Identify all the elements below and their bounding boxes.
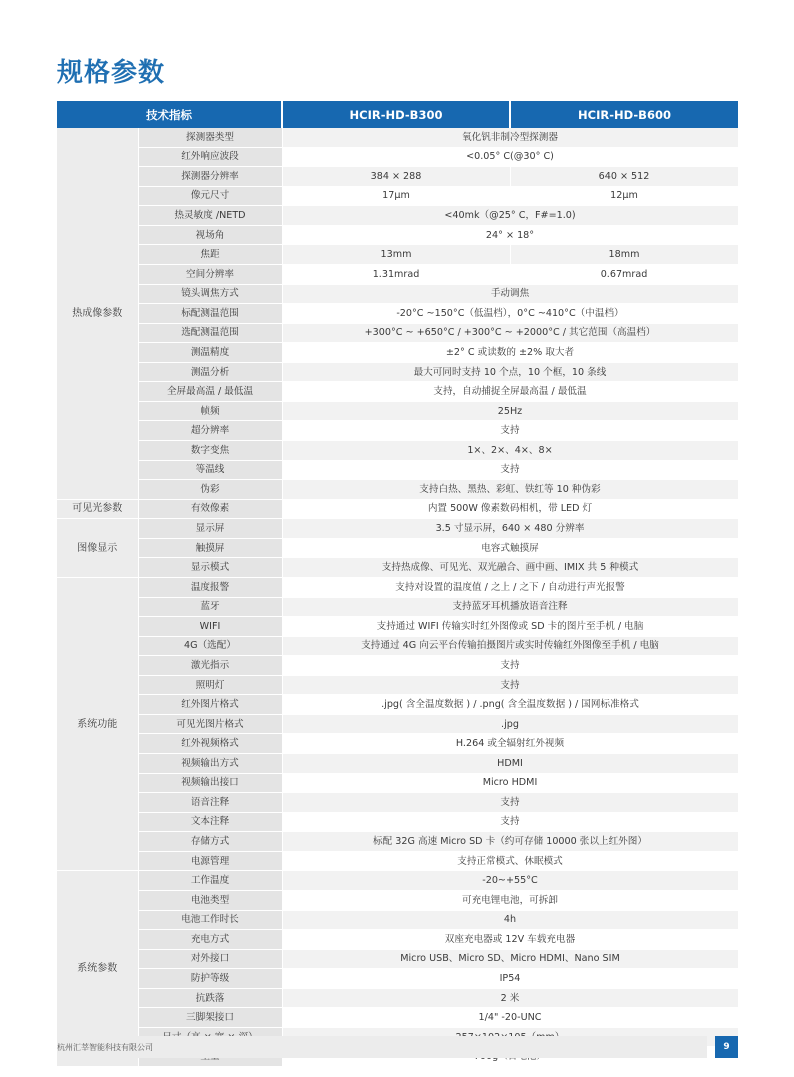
spec-value-cell: 手动调焦 — [282, 284, 738, 304]
table-row — [57, 734, 738, 754]
footer-company: 杭州汇莘智能科技有限公司 — [57, 1043, 153, 1052]
spec-item-cell: 温度报警 — [138, 577, 282, 597]
table-row — [57, 773, 738, 793]
table-row — [57, 519, 738, 539]
spec-item-cell: 抗跌落 — [138, 988, 282, 1008]
table-row — [57, 558, 738, 578]
table-row — [57, 988, 738, 1008]
spec-value-cell: 25Hz — [282, 401, 738, 421]
table-row — [57, 245, 738, 265]
table-header — [57, 101, 738, 128]
spec-item-cell: 探测器类型 — [138, 128, 282, 147]
spec-value-cell: 支持 — [282, 421, 738, 441]
table-row — [57, 206, 738, 226]
header-b300: HCIR-HD-B300 — [282, 101, 510, 128]
table-row — [57, 617, 738, 637]
table-row — [57, 499, 738, 519]
spec-value-cell: 2 米 — [282, 988, 738, 1008]
spec-value-cell: ±2° C 或读数的 ±2% 取大者 — [282, 343, 738, 363]
spec-item-cell: 等温线 — [138, 460, 282, 480]
spec-item-cell: 存储方式 — [138, 832, 282, 852]
spec-item-cell: 红外视频格式 — [138, 734, 282, 754]
table-row — [57, 343, 738, 363]
spec-item-cell: 电池类型 — [138, 890, 282, 910]
spec-item-cell: 语音注释 — [138, 793, 282, 813]
spec-value-cell: .jpg( 含全温度数据 ) / .png( 含全温度数据 ) / 国网标准格式 — [282, 695, 738, 715]
spec-value-cell: 可充电锂电池，可拆卸 — [282, 890, 738, 910]
spec-item-cell: 文本注释 — [138, 812, 282, 832]
spec-value-cell: 支持 — [282, 460, 738, 480]
spec-item-cell: 显示模式 — [138, 558, 282, 578]
spec-value-cell: 支持，自动捕捉全屏最高温 / 最低温 — [282, 382, 738, 402]
spec-item-cell: 可见光图片格式 — [138, 714, 282, 734]
spec-item-cell: 超分辨率 — [138, 421, 282, 441]
spec-value-cell: 24° × 18° — [282, 225, 738, 245]
table-row — [57, 656, 738, 676]
spec-value-cell: 双座充电器或 12V 车载充电器 — [282, 930, 738, 950]
category-cell: 系统参数 — [57, 871, 138, 1067]
spec-value-cell: 支持热成像、可见光、双光融合、画中画、IMIX 共 5 种模式 — [282, 558, 738, 578]
spec-value-cell: 支持白热、黑热、彩虹、铁红等 10 种伪彩 — [282, 480, 738, 500]
spec-value-b300: 13mm — [282, 245, 510, 265]
category-cell: 热成像参数 — [57, 128, 138, 499]
spec-value-b600: 18mm — [510, 245, 738, 265]
table-row — [57, 949, 738, 969]
spec-item-cell: 视频输出接口 — [138, 773, 282, 793]
table-row — [57, 401, 738, 421]
spec-item-cell: 标配测温范围 — [138, 304, 282, 324]
spec-item-cell: 充电方式 — [138, 930, 282, 950]
spec-item-cell: 防护等级 — [138, 969, 282, 989]
spec-item-cell: 镜头调焦方式 — [138, 284, 282, 304]
spec-item-cell: 焦距 — [138, 245, 282, 265]
spec-item-cell: 测温分析 — [138, 362, 282, 382]
table-row — [57, 538, 738, 558]
spec-value-cell: 最大可同时支持 10 个点，10 个框，10 条线 — [282, 362, 738, 382]
spec-value-b300: 384 × 288 — [282, 167, 510, 187]
spec-item-cell: 对外接口 — [138, 949, 282, 969]
spec-item-cell: 视场角 — [138, 225, 282, 245]
spec-item-cell: 数字变焦 — [138, 441, 282, 461]
spec-value-cell: Micro HDMI — [282, 773, 738, 793]
table-row — [57, 167, 738, 187]
table-row — [57, 714, 738, 734]
spec-item-cell: 红外响应波段 — [138, 147, 282, 167]
spec-item-cell: 帧频 — [138, 401, 282, 421]
spec-item-cell: 全屏最高温 / 最低温 — [138, 382, 282, 402]
spec-item-cell: 空间分辨率 — [138, 264, 282, 284]
table-row — [57, 304, 738, 324]
spec-value-cell: +300°C ~ +650°C / +300°C ~ +2000°C / 其它范围（高温档） — [282, 323, 738, 343]
spec-value-cell: 氧化钒非制冷型探测器 — [282, 128, 738, 147]
spec-value-cell: -20~+55°C — [282, 871, 738, 891]
spec-value-cell: 支持蓝牙耳机播放语音注释 — [282, 597, 738, 617]
spec-value-cell: H.264 或全辐射红外视频 — [282, 734, 738, 754]
spec-value-cell: <40mk（@25° C，F#=1.0) — [282, 206, 738, 226]
table-row — [57, 754, 738, 774]
table-row — [57, 930, 738, 950]
spec-item-cell: 选配测温范围 — [138, 323, 282, 343]
spec-item-cell: 像元尺寸 — [138, 186, 282, 206]
spec-item-cell: 4G（选配） — [138, 636, 282, 656]
table-row — [57, 597, 738, 617]
spec-body — [57, 128, 738, 1067]
spec-value-cell: 支持 — [282, 656, 738, 676]
spec-item-cell: 电池工作时长 — [138, 910, 282, 930]
spec-value-cell: 标配 32G 高速 Micro SD 卡（约可存储 10000 张以上红外图） — [282, 832, 738, 852]
spec-value-b300: 17μm — [282, 186, 510, 206]
spec-item-cell: 激光指示 — [138, 656, 282, 676]
table-row — [57, 577, 738, 597]
category-cell: 可见光参数 — [57, 499, 138, 519]
spec-item-cell: 工作温度 — [138, 871, 282, 891]
spec-value-cell: Micro USB、Micro SD、Micro HDMI、Nano SIM — [282, 949, 738, 969]
page-number: 9 — [715, 1036, 738, 1058]
page-title: 规格参数 — [57, 58, 166, 88]
table-row — [57, 832, 738, 852]
spec-item-cell: 热灵敏度 /NETD — [138, 206, 282, 226]
table-row — [57, 793, 738, 813]
header-spec: 技术指标 — [57, 101, 282, 128]
spec-value-cell: 4h — [282, 910, 738, 930]
spec-value-cell: 电容式触摸屏 — [282, 538, 738, 558]
spec-item-cell: WIFI — [138, 617, 282, 637]
table-row — [57, 128, 738, 147]
spec-item-cell: 探测器分辨率 — [138, 167, 282, 187]
category-cell: 系统功能 — [57, 577, 138, 870]
spec-item-cell: 蓝牙 — [138, 597, 282, 617]
spec-value-cell: .jpg — [282, 714, 738, 734]
category-cell: 图像显示 — [57, 519, 138, 578]
table-row — [57, 147, 738, 167]
table-row — [57, 812, 738, 832]
spec-value-cell: 支持通过 WIFI 传输实时红外图像或 SD 卡的图片至手机 / 电脑 — [282, 617, 738, 637]
spec-value-b600: 0.67mrad — [510, 264, 738, 284]
spec-item-cell: 有效像素 — [138, 499, 282, 519]
header-b600: HCIR-HD-B600 — [510, 101, 738, 128]
table-row — [57, 225, 738, 245]
spec-value-cell: 3.5 寸显示屏，640 × 480 分辨率 — [282, 519, 738, 539]
spec-value-cell: 支持 — [282, 793, 738, 813]
spec-value-cell: 支持通过 4G 向云平台传输拍摄图片或实时传输红外图像至手机 / 电脑 — [282, 636, 738, 656]
table-row — [57, 441, 738, 461]
table-row — [57, 910, 738, 930]
table-row — [57, 284, 738, 304]
table-row — [57, 460, 738, 480]
spec-value-b300: 1.31mrad — [282, 264, 510, 284]
table-row — [57, 421, 738, 441]
table-row — [57, 890, 738, 910]
footer-bar — [57, 1036, 707, 1058]
table-row — [57, 323, 738, 343]
table-row — [57, 186, 738, 206]
spec-item-cell: 电源管理 — [138, 851, 282, 871]
table-row — [57, 636, 738, 656]
spec-value-cell: HDMI — [282, 754, 738, 774]
spec-item-cell: 红外图片格式 — [138, 695, 282, 715]
spec-value-cell: IP54 — [282, 969, 738, 989]
table-row — [57, 480, 738, 500]
spec-value-b600: 12μm — [510, 186, 738, 206]
spec-item-cell: 显示屏 — [138, 519, 282, 539]
spec-value-cell: 支持 — [282, 675, 738, 695]
spec-value-b600: 640 × 512 — [510, 167, 738, 187]
table-row — [57, 871, 738, 891]
table-row — [57, 264, 738, 284]
table-row — [57, 1008, 738, 1028]
spec-value-cell: 支持对设置的温度值 / 之上 / 之下 / 自动进行声光报警 — [282, 577, 738, 597]
spec-value-cell: 支持正常模式、休眠模式 — [282, 851, 738, 871]
table-row — [57, 851, 738, 871]
spec-item-cell: 照明灯 — [138, 675, 282, 695]
spec-value-cell: <0.05° C(@30° C) — [282, 147, 738, 167]
spec-item-cell: 触摸屏 — [138, 538, 282, 558]
spec-value-cell: 1/4" -20-UNC — [282, 1008, 738, 1028]
spec-value-cell: 内置 500W 像素数码相机，带 LED 灯 — [282, 499, 738, 519]
spec-item-cell: 测温精度 — [138, 343, 282, 363]
table-row — [57, 675, 738, 695]
spec-value-cell: 1×、2×、4×、8× — [282, 441, 738, 461]
spec-value-cell: -20°C ~150°C（低温档），0°C ~410°C（中温档） — [282, 304, 738, 324]
spec-item-cell: 视频输出方式 — [138, 754, 282, 774]
table-row — [57, 969, 738, 989]
spec-item-cell: 伪彩 — [138, 480, 282, 500]
spec-value-cell: 支持 — [282, 812, 738, 832]
table-row — [57, 695, 738, 715]
table-row — [57, 382, 738, 402]
table-row — [57, 362, 738, 382]
spec-item-cell: 三脚架接口 — [138, 1008, 282, 1028]
spec-table — [57, 101, 739, 1067]
